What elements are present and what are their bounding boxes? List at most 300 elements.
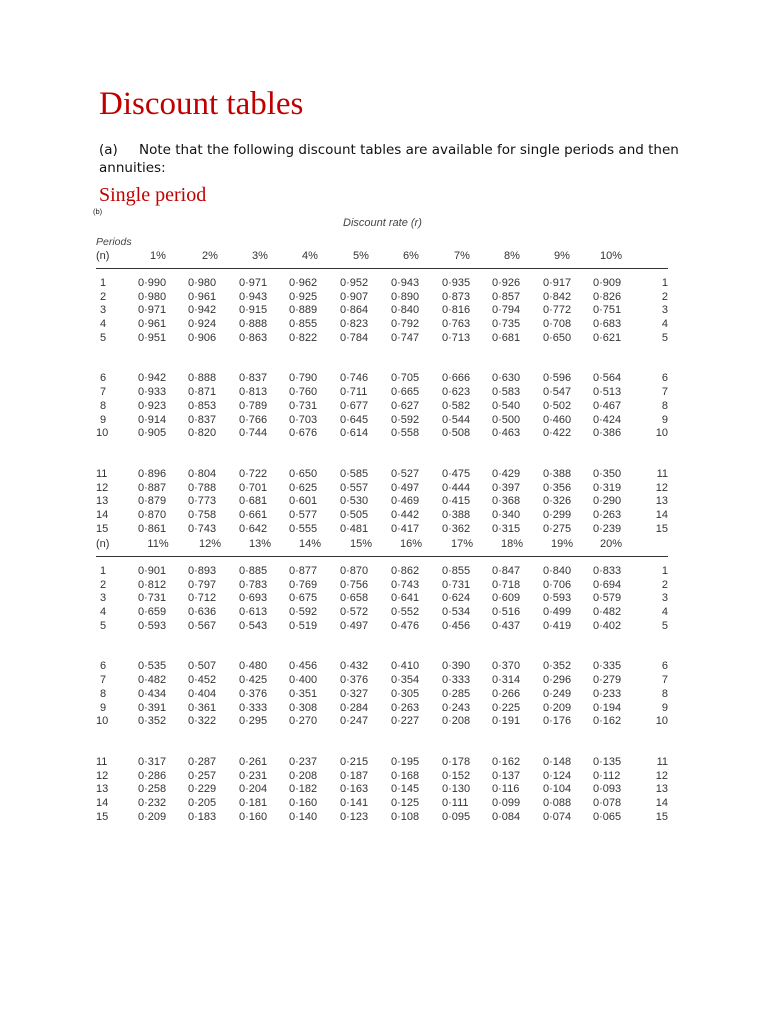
- discount-factor: 0·519: [289, 619, 318, 632]
- discount-factor: 0·609: [492, 592, 521, 605]
- discount-factor: 0·792: [391, 318, 420, 331]
- discount-factor: 0·624: [442, 592, 471, 605]
- period-number-right: 4: [661, 318, 668, 331]
- column-header-rate: 10%: [599, 250, 623, 262]
- discount-factor: 0·162: [593, 715, 622, 728]
- discount-factor: 0·124: [543, 769, 572, 782]
- discount-factor: 0·500: [492, 413, 521, 426]
- discount-factor: 0·497: [340, 619, 369, 632]
- column-header-rate: 2%: [202, 250, 218, 262]
- discount-factor: 0·116: [492, 783, 520, 796]
- discount-factor: 0·703: [289, 413, 318, 426]
- discount-factor: 0·751: [593, 304, 622, 317]
- discount-factor: 0·906: [188, 331, 217, 344]
- period-number-right: 12: [655, 481, 668, 494]
- discount-factor: 0·625: [289, 481, 318, 494]
- discount-factor: 0·452: [188, 674, 217, 687]
- discount-factor: 0·760: [289, 386, 318, 399]
- discount-factor: 0·917: [543, 277, 572, 289]
- discount-factor: 0·788: [188, 481, 217, 494]
- discount-factor: 0·783: [239, 578, 268, 591]
- discount-factor: 0·266: [492, 687, 521, 700]
- table-row: [96, 304, 668, 318]
- period-number-right: 3: [661, 304, 668, 317]
- period-number-right: 1: [661, 277, 668, 289]
- discount-factor: 0·425: [239, 674, 268, 687]
- discount-factor: 0·871: [188, 386, 217, 399]
- discount-factor: 0·356: [543, 481, 572, 494]
- discount-factor: 0·315: [492, 522, 521, 535]
- discount-factor: 0·592: [391, 413, 420, 426]
- column-header-rate: 1%: [150, 250, 166, 262]
- period-number: 4: [100, 606, 107, 619]
- discount-factor: 0·227: [391, 715, 420, 728]
- discount-factor: 0·924: [188, 318, 217, 331]
- discount-factor: 0·456: [442, 619, 471, 632]
- discount-factor: 0·888: [239, 318, 268, 331]
- period-number-right: 15: [655, 522, 668, 535]
- discount-factor: 0·812: [138, 578, 167, 591]
- discount-factor: 0·475: [442, 467, 471, 480]
- column-header-n: (n): [96, 250, 110, 262]
- discount-factor: 0·388: [442, 508, 471, 521]
- discount-factor: 0·855: [289, 318, 318, 331]
- discount-factor: 0·286: [138, 769, 167, 782]
- table-row: [96, 427, 668, 441]
- discount-factor: 0·183: [188, 810, 217, 823]
- table-row: [96, 565, 668, 579]
- discount-factor: 0·564: [593, 372, 622, 385]
- period-number-right: 12: [655, 769, 668, 782]
- discount-factor: 0·773: [188, 495, 217, 508]
- discount-factor: 0·168: [391, 769, 420, 782]
- discount-factor: 0·417: [391, 522, 420, 535]
- discount-factor: 0·507: [188, 660, 217, 673]
- discount-factor: 0·476: [391, 619, 420, 632]
- discount-factor: 0·084: [492, 810, 521, 823]
- table-row: [96, 414, 668, 428]
- discount-factor: 0·290: [593, 495, 622, 508]
- discount-factor: 0·743: [391, 578, 420, 591]
- discount-factor: 0·797: [188, 578, 217, 591]
- discount-factor: 0·925: [289, 290, 318, 303]
- table-row: [96, 783, 668, 797]
- header-rule: [96, 268, 668, 269]
- discount-factor: 0·209: [138, 810, 167, 823]
- column-header-rate: 6%: [403, 250, 419, 262]
- discount-factor: 0·746: [340, 372, 369, 385]
- discount-factor: 0·187: [340, 769, 369, 782]
- discount-factor: 0·386: [593, 427, 622, 440]
- table-row: [96, 386, 668, 400]
- discount-factor: 0·095: [442, 810, 471, 823]
- discount-factor: 0·296: [543, 674, 572, 687]
- discount-factor: 0·914: [138, 413, 167, 426]
- discount-factor: 0·613: [239, 606, 268, 619]
- discount-factor: 0·766: [239, 413, 268, 426]
- table-row: [96, 318, 668, 332]
- header-rule: [96, 556, 668, 557]
- period-number: 7: [100, 674, 107, 687]
- discount-factor: 0·675: [289, 592, 318, 605]
- note-paragraph: [99, 141, 679, 177]
- discount-factor: 0·535: [138, 660, 167, 673]
- section-tag: (b): [93, 207, 103, 216]
- discount-factor: 0·191: [492, 715, 521, 728]
- discount-factor: 0·665: [391, 386, 420, 399]
- discount-factor: 0·694: [593, 578, 622, 591]
- table-row: [96, 702, 668, 716]
- discount-factor: 0·744: [239, 427, 268, 440]
- discount-factor: 0·480: [239, 660, 268, 673]
- table-row: [96, 291, 668, 305]
- discount-factor: 0·708: [543, 318, 572, 331]
- discount-factor: 0·971: [138, 304, 167, 317]
- discount-factor: 0·661: [239, 508, 268, 521]
- period-number: 13: [96, 495, 109, 508]
- discount-factor: 0·942: [138, 372, 167, 385]
- discount-factor: 0·888: [188, 372, 217, 385]
- discount-factor: 0·555: [289, 522, 318, 535]
- discount-factor: 0·820: [188, 427, 217, 440]
- discount-factor: 0·314: [492, 674, 521, 687]
- discount-factor: 0·093: [593, 783, 622, 796]
- discount-rate-title: Discount rate (r): [343, 217, 422, 229]
- discount-factor: 0·352: [543, 660, 572, 673]
- discount-factor: 0·145: [391, 783, 420, 796]
- period-number-right: 10: [655, 427, 668, 440]
- period-number: 2: [100, 290, 107, 303]
- discount-factor: 0·270: [289, 715, 318, 728]
- discount-factor: 0·078: [593, 796, 622, 809]
- discount-factor: 0·499: [543, 606, 572, 619]
- discount-factor: 0·705: [391, 372, 420, 385]
- discount-factor: 0·437: [492, 619, 521, 632]
- period-number-right: 8: [661, 399, 668, 412]
- table-header-row: [96, 538, 668, 552]
- discount-factor: 0·794: [492, 304, 521, 317]
- discount-factor: 0·952: [340, 277, 369, 289]
- discount-factor: 0·630: [492, 372, 521, 385]
- discount-factor: 0·444: [442, 481, 471, 494]
- discount-factor: 0·935: [442, 277, 471, 289]
- discount-factor: 0·784: [340, 331, 369, 344]
- period-number: 5: [100, 619, 107, 632]
- discount-factor: 0·308: [289, 701, 318, 714]
- discount-factor: 0·677: [340, 399, 369, 412]
- discount-factor: 0·317: [138, 755, 167, 768]
- discount-factor: 0·558: [391, 427, 420, 440]
- discount-factor: 0·890: [391, 290, 420, 303]
- discount-factor: 0·530: [340, 495, 369, 508]
- discount-factor: 0·442: [391, 508, 420, 521]
- discount-factor: 0·481: [340, 522, 369, 535]
- period-number: 5: [100, 331, 107, 344]
- period-number: 4: [100, 318, 107, 331]
- discount-factor: 0·148: [543, 755, 572, 768]
- discount-factor: 0·769: [289, 578, 318, 591]
- discount-factor: 0·543: [239, 619, 268, 632]
- period-number-right: 3: [661, 592, 668, 605]
- discount-factor: 0·233: [593, 687, 622, 700]
- discount-factor: 0·731: [138, 592, 167, 605]
- discount-factor: 0·322: [188, 715, 217, 728]
- discount-factor: 0·229: [188, 783, 217, 796]
- discount-factor: 0·583: [492, 386, 521, 399]
- discount-factor: 0·540: [492, 399, 521, 412]
- period-number: 14: [96, 796, 109, 809]
- period-number-right: 9: [661, 701, 668, 714]
- discount-factor: 0·961: [138, 318, 167, 331]
- period-number: 8: [100, 687, 107, 700]
- discount-factor: 0·361: [188, 701, 217, 714]
- discount-factor: 0·712: [188, 592, 217, 605]
- discount-factor: 0·123: [340, 810, 369, 823]
- discount-factor: 0·681: [492, 331, 521, 344]
- discount-factor: 0·621: [593, 331, 622, 344]
- discount-factor: 0·456: [289, 660, 318, 673]
- discount-factor: 0·923: [138, 399, 167, 412]
- period-number: 9: [100, 701, 107, 714]
- discount-factor: 0·650: [543, 331, 572, 344]
- discount-factor: 0·676: [289, 427, 318, 440]
- discount-factor: 0·731: [442, 578, 471, 591]
- discount-factor: 0·857: [492, 290, 521, 303]
- discount-factor: 0·263: [391, 701, 420, 714]
- column-header-n: (n): [96, 538, 110, 550]
- table-row: [96, 372, 668, 386]
- discount-factor: 0·926: [492, 277, 521, 289]
- discount-factor: 0·534: [442, 606, 471, 619]
- discount-factor: 0·711: [340, 386, 368, 399]
- discount-factor: 0·400: [289, 674, 318, 687]
- discount-factor: 0·962: [289, 277, 318, 289]
- discount-factor: 0·758: [188, 508, 217, 521]
- discount-factor: 0·659: [138, 606, 167, 619]
- discount-factor: 0·942: [188, 304, 217, 317]
- discount-factor: 0·943: [391, 277, 420, 289]
- section-subtitle: Single period: [99, 184, 207, 206]
- column-header-rate: 4%: [302, 250, 318, 262]
- discount-factor: 0·350: [593, 467, 622, 480]
- period-number-right: 7: [661, 674, 668, 687]
- discount-factor: 0·285: [442, 687, 471, 700]
- discount-factor: 0·434: [138, 687, 167, 700]
- discount-factor: 0·842: [543, 290, 572, 303]
- discount-factor: 0·326: [543, 495, 572, 508]
- discount-factor: 0·410: [391, 660, 420, 673]
- discount-factor: 0·837: [188, 413, 217, 426]
- discount-factor: 0·508: [442, 427, 471, 440]
- discount-factor: 0·822: [289, 331, 318, 344]
- periods-label: Periods: [96, 236, 132, 248]
- discount-factor: 0·402: [593, 619, 622, 632]
- discount-factor: 0·482: [593, 606, 622, 619]
- discount-factor: 0·502: [543, 399, 572, 412]
- discount-factor: 0·735: [492, 318, 521, 331]
- discount-factor: 0·683: [593, 318, 622, 331]
- discount-factor: 0·205: [188, 796, 217, 809]
- discount-factor: 0·104: [543, 783, 572, 796]
- period-number-right: 5: [661, 619, 668, 632]
- discount-factor: 0·125: [391, 796, 420, 809]
- table-row: [96, 660, 668, 674]
- discount-factor: 0·482: [138, 674, 167, 687]
- discount-factor: 0·404: [188, 687, 217, 700]
- table-row: [96, 332, 668, 346]
- discount-factor: 0·840: [543, 565, 572, 577]
- discount-factor: 0·249: [543, 687, 572, 700]
- discount-factor: 0·176: [543, 715, 572, 728]
- discount-factor: 0·208: [289, 769, 318, 782]
- discount-factor: 0·258: [138, 783, 167, 796]
- period-number-right: 4: [661, 606, 668, 619]
- period-number: 9: [100, 413, 107, 426]
- discount-factor: 0·847: [492, 565, 521, 577]
- discount-factor: 0·247: [340, 715, 369, 728]
- discount-factor: 0·099: [492, 796, 521, 809]
- discount-factor: 0·263: [593, 508, 622, 521]
- discount-factor: 0·467: [593, 399, 622, 412]
- discount-factor: 0·160: [239, 810, 268, 823]
- discount-factor: 0·429: [492, 467, 521, 480]
- discount-factor: 0·577: [289, 508, 318, 521]
- discount-factor: 0·756: [340, 578, 369, 591]
- discount-factor: 0·231: [239, 769, 268, 782]
- discount-factor: 0·951: [138, 331, 167, 344]
- table-row: [96, 620, 668, 634]
- period-number-right: 14: [655, 796, 668, 809]
- discount-factor: 0·327: [340, 687, 369, 700]
- table-row: [96, 495, 668, 509]
- discount-factor: 0·505: [340, 508, 369, 521]
- discount-factor: 0·592: [289, 606, 318, 619]
- table-row: [96, 715, 668, 729]
- discount-factor: 0·419: [543, 619, 572, 632]
- table-row: [96, 579, 668, 593]
- discount-factor: 0·215: [340, 755, 369, 768]
- discount-factor: 0·971: [239, 277, 268, 289]
- discount-factor: 0·108: [391, 810, 420, 823]
- discount-factor: 0·547: [543, 386, 572, 399]
- column-header-rate: 18%: [500, 538, 524, 550]
- discount-factor: 0·319: [593, 481, 622, 494]
- discount-factor: 0·877: [289, 565, 318, 577]
- discount-factor: 0·826: [593, 290, 622, 303]
- period-number-right: 8: [661, 687, 668, 700]
- discount-factor: 0·731: [289, 399, 318, 412]
- discount-factor: 0·907: [340, 290, 369, 303]
- period-number: 3: [100, 592, 107, 605]
- period-number: 1: [100, 277, 107, 289]
- column-header-rate: 13%: [248, 538, 272, 550]
- discount-factor: 0·141: [340, 796, 369, 809]
- discount-factor: 0·572: [340, 606, 369, 619]
- discount-factor: 0·376: [340, 674, 369, 687]
- column-header-rate: 7%: [454, 250, 470, 262]
- discount-factor: 0·497: [391, 481, 420, 494]
- period-number-right: 6: [661, 660, 668, 673]
- discount-factor: 0·961: [188, 290, 217, 303]
- discount-factor: 0·516: [492, 606, 521, 619]
- discount-factor: 0·527: [391, 467, 420, 480]
- discount-factor: 0·813: [239, 386, 268, 399]
- period-number-right: 13: [655, 495, 668, 508]
- discount-factor: 0·943: [239, 290, 268, 303]
- period-number-right: 11: [656, 755, 668, 768]
- discount-factor: 0·111: [442, 796, 469, 809]
- discount-factor: 0·747: [391, 331, 420, 344]
- column-header-rate: 19%: [550, 538, 574, 550]
- discount-factor: 0·861: [138, 522, 167, 535]
- discount-factor: 0·257: [188, 769, 217, 782]
- discount-factor: 0·432: [340, 660, 369, 673]
- table-row: [96, 400, 668, 414]
- column-header-rate: 16%: [399, 538, 423, 550]
- discount-factor: 0·585: [340, 467, 369, 480]
- discount-factor: 0·544: [442, 413, 471, 426]
- period-number: 7: [100, 386, 107, 399]
- discount-factor: 0·181: [239, 796, 268, 809]
- discount-factor: 0·713: [442, 331, 471, 344]
- column-header-rate: 20%: [599, 538, 623, 550]
- discount-factor: 0·463: [492, 427, 521, 440]
- discount-factor: 0·152: [442, 769, 471, 782]
- discount-factor: 0·889: [289, 304, 318, 317]
- discount-factor: 0·823: [340, 318, 369, 331]
- discount-factor: 0·178: [442, 755, 471, 768]
- period-number-right: 14: [655, 508, 668, 521]
- discount-factor: 0·182: [289, 783, 318, 796]
- period-number-right: 2: [661, 290, 668, 303]
- discount-factor: 0·722: [239, 467, 268, 480]
- discount-factor: 0·295: [239, 715, 268, 728]
- discount-factor: 0·853: [188, 399, 217, 412]
- discount-factor: 0·552: [391, 606, 420, 619]
- discount-factor: 0·376: [239, 687, 268, 700]
- discount-factor: 0·763: [442, 318, 471, 331]
- period-number-right: 10: [655, 715, 668, 728]
- period-number-right: 15: [655, 810, 668, 823]
- discount-factor: 0·460: [543, 413, 572, 426]
- column-header-rate: 8%: [504, 250, 520, 262]
- discount-factor: 0·362: [442, 522, 471, 535]
- discount-factor: 0·163: [340, 783, 369, 796]
- discount-factor: 0·209: [543, 701, 572, 714]
- discount-factor: 0·915: [239, 304, 268, 317]
- discount-factor: 0·873: [442, 290, 471, 303]
- discount-factor: 0·284: [340, 701, 369, 714]
- discount-factor: 0·905: [138, 427, 167, 440]
- discount-factor: 0·879: [138, 495, 167, 508]
- discount-table-1-to-10: [96, 250, 668, 535]
- discount-factor: 0·208: [442, 715, 471, 728]
- discount-factor: 0·243: [442, 701, 471, 714]
- table-row: [96, 811, 668, 825]
- period-number: 15: [96, 522, 109, 535]
- discount-factor: 0·351: [289, 687, 318, 700]
- discount-factor: 0·194: [593, 701, 622, 714]
- discount-factor: 0·596: [543, 372, 572, 385]
- period-number: 11: [96, 467, 108, 480]
- discount-factor: 0·370: [492, 660, 521, 673]
- discount-factor: 0·225: [492, 701, 521, 714]
- period-number: 15: [96, 810, 109, 823]
- discount-factor: 0·275: [543, 522, 572, 535]
- discount-factor: 0·933: [138, 386, 167, 399]
- discount-factor: 0·593: [543, 592, 572, 605]
- page-title: Discount tables: [99, 86, 304, 122]
